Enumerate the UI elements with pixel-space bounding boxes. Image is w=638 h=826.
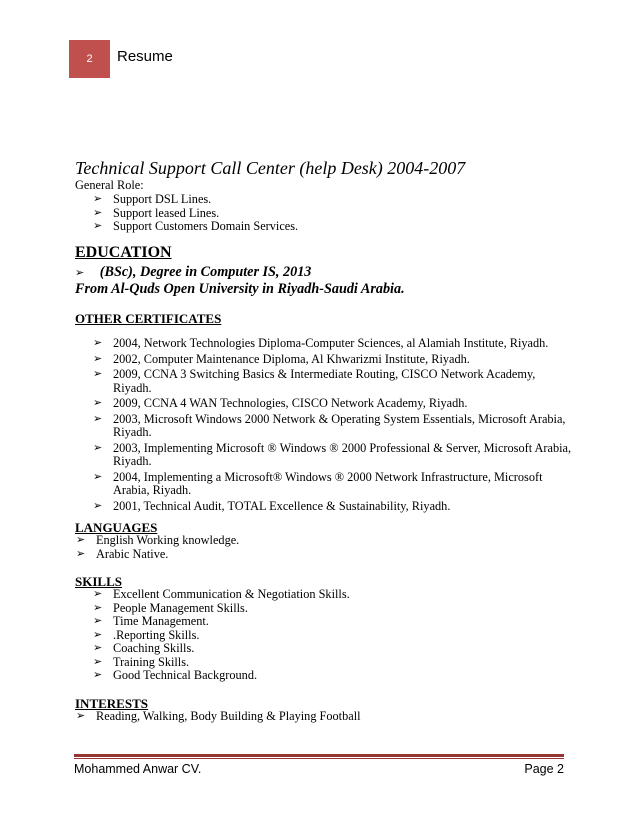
bullet-arrow-icon: ➢: [76, 710, 86, 722]
list-item: [93, 367, 573, 395]
list-item: [93, 219, 299, 234]
bullet-arrow-icon: ➢: [93, 441, 103, 454]
education-degree-row: [75, 264, 311, 281]
bullet-arrow-icon: ➢: [93, 412, 103, 425]
bullet-arrow-icon: ➢: [93, 337, 103, 349]
list-item-text: Arabic Native.: [96, 546, 169, 561]
list-item: [93, 587, 350, 602]
list-item-text: Support leased Lines.: [113, 205, 220, 220]
bullet-arrow-icon: ➢: [93, 220, 103, 232]
list-item-text: Riyadh.: [113, 454, 152, 468]
list-item-text: Time Management.: [113, 614, 209, 628]
list-item: [93, 627, 350, 643]
certificates-list: [93, 336, 573, 515]
list-item: [93, 668, 350, 683]
bullet-arrow-icon: ➢: [93, 615, 103, 627]
list-item-text: Support DSL Lines.: [113, 192, 212, 206]
list-item-text: English Working knowledge.: [96, 533, 240, 547]
languages-heading: LANGUAGES: [75, 520, 158, 535]
education-university: From Al-Quds Open University in Riyadh-Saudi Arabia.: [75, 281, 405, 297]
list-item-text: People Management Skills.: [113, 600, 248, 615]
list-item: [93, 654, 350, 670]
list-item: [93, 396, 573, 411]
interests-list: [76, 709, 361, 724]
list-item-text: Training Skills.: [113, 654, 190, 669]
list-item-text: 2003, Microsoft Windows 2000 Network & Operating System Essentials, Microsoft Arabia,: [113, 411, 566, 426]
list-item-text: Reading, Walking, Body Building & Playing Football: [96, 709, 361, 723]
list-item-text: Riyadh.: [113, 380, 152, 395]
list-item-text: 2004, Implementing a Microsoft® Windows ® 2000 Network Infrastructure, Microsoft: [113, 469, 543, 484]
bullet-arrow-icon: ➢: [93, 655, 103, 668]
list-item-text: 2001, Technical Audit, TOTAL Excellence & Sustainability, Riyadh.: [113, 498, 451, 513]
bullet-arrow-icon: ➢: [76, 547, 86, 560]
bullet-arrow-icon: ➢: [93, 368, 103, 380]
list-item: [93, 614, 350, 629]
education-heading: EDUCATION: [75, 244, 172, 261]
interests-heading: INTERESTS: [75, 696, 148, 711]
job-duties-list: [93, 192, 299, 234]
list-item-text: 2004, Network Technologies Diploma-Computer Sciences, al Alamiah Institute, Riyadh.: [113, 336, 549, 350]
bullet-arrow-icon: ➢: [93, 206, 103, 219]
page-number-badge: 2: [69, 40, 110, 78]
bullet-arrow-icon: ➢: [75, 267, 85, 279]
list-item-text: 2009, CCNA 4 WAN Technologies, CISCO Network Academy, Riyadh.: [113, 396, 468, 410]
list-item: [76, 709, 361, 724]
bullet-arrow-icon: ➢: [93, 470, 103, 483]
list-item-text: .Reporting Skills.: [113, 627, 200, 642]
list-item: [93, 600, 350, 616]
list-item: [93, 205, 298, 221]
bullet-arrow-icon: ➢: [76, 534, 86, 546]
list-item: [76, 533, 240, 548]
list-item-text: Riyadh.: [113, 425, 152, 439]
list-item: [93, 641, 350, 656]
footer-page-number: Page 2: [524, 762, 564, 776]
bullet-arrow-icon: ➢: [93, 642, 103, 654]
list-item: [93, 192, 298, 207]
list-item-text: Coaching Skills.: [113, 641, 195, 655]
list-item-text: Support Customers Domain Services.: [113, 219, 299, 233]
list-item: [93, 411, 573, 440]
list-item-text: Excellent Communication & Negotiation Skills.: [113, 587, 350, 601]
list-item: [93, 469, 573, 498]
bullet-arrow-icon: ➢: [93, 628, 103, 641]
list-item-text: Arabia, Riyadh.: [113, 483, 192, 497]
bullet-arrow-icon: ➢: [93, 499, 103, 512]
list-item-text: 2002, Computer Maintenance Diploma, Al Khwarizmi Institute, Riyadh.: [113, 351, 470, 366]
footer-rule-thick: [74, 754, 564, 757]
bullet-arrow-icon: ➢: [93, 397, 103, 409]
skills-heading: SKILLS: [75, 574, 122, 589]
list-item-text: 2009, CCNA 3 Switching Basics & Intermediate Routing, CISCO Network Academy,: [113, 367, 536, 381]
bullet-arrow-icon: ➢: [93, 601, 103, 614]
list-item: [93, 351, 573, 367]
list-item-text: Good Technical Background.: [113, 668, 258, 682]
bullet-arrow-icon: ➢: [93, 669, 103, 681]
skills-list: [93, 587, 350, 683]
job-title: Technical Support Call Center (help Desk) 2004-2007: [75, 158, 466, 178]
bullet-arrow-icon: ➢: [93, 193, 103, 205]
certificates-heading: OTHER CERTIFICATES: [75, 311, 222, 326]
general-role-label: General Role:: [75, 178, 144, 192]
list-item: [93, 440, 573, 469]
languages-list: [76, 533, 240, 561]
education-degree: (BSc), Degree in Computer IS, 2013: [99, 264, 312, 280]
footer-rule-thin: [74, 758, 564, 759]
header-title: Resume: [117, 48, 173, 65]
footer-author: Mohammed Anwar CV.: [74, 762, 202, 776]
bullet-arrow-icon: ➢: [93, 352, 103, 365]
bullet-arrow-icon: ➢: [93, 588, 103, 600]
list-item: [93, 498, 573, 514]
list-item: [93, 336, 573, 351]
list-item: [76, 546, 239, 562]
list-item-text: 2003, Implementing Microsoft ® Windows ® 2000 Professional & Server, Microsoft Arabia,: [113, 440, 572, 455]
